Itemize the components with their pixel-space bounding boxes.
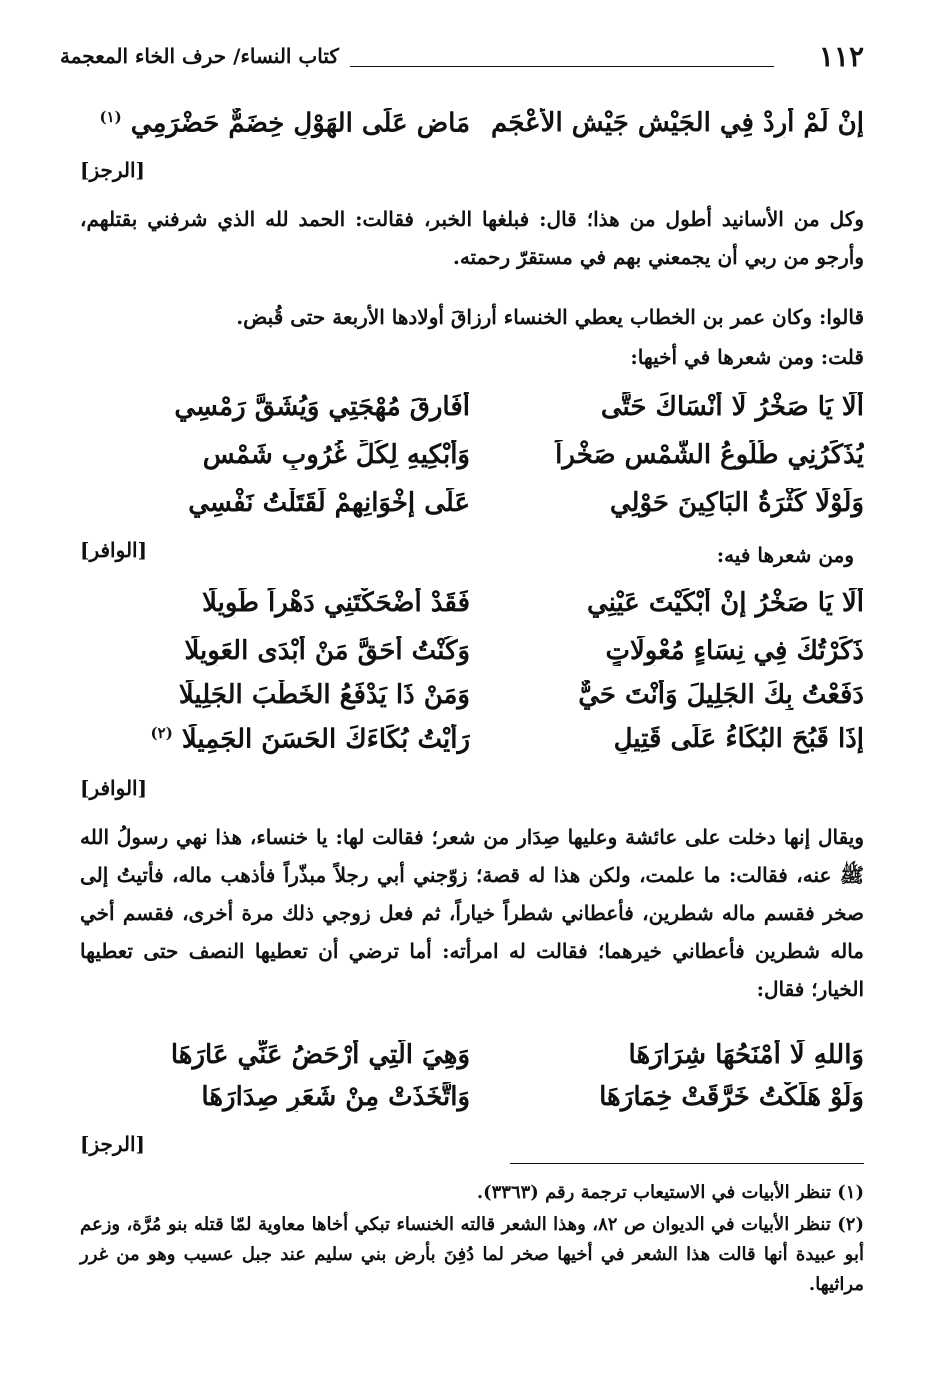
verse-first-hemistich: أَلَا يَا صَخْرُ لَا أَنْسَاكَ حَتَّى xyxy=(600,392,864,422)
meter-label: [الوافر] xyxy=(80,538,148,562)
footnote: (١) تنظر الأبيات في الاستيعاب ترجمة رقم (٣٣٦٣). xyxy=(476,1182,864,1203)
paragraph: ومن شعرها فيه: xyxy=(716,543,854,567)
verse-first-hemistich: وَلَوْلَا كَثْرَةُ البَاكِينَ حَوْلِي xyxy=(609,488,864,518)
verse-second-hemistich: وَاتَّخَذَتْ مِنْ شَعَرٍ صِدَارَهَا xyxy=(201,1082,470,1112)
verse-line xyxy=(80,588,864,636)
verse-line xyxy=(80,440,864,488)
meter-label: [الرجز] xyxy=(80,158,146,182)
footnote: (٢) تنظر الأبيات في الديوان ص ٨٢، وهذا الشعر قالته الخنساء تبكي أخاها معاوية لمّا قتله بنو مُرَّة، وزعم أبو عبيدة أنها قالت هذا الشعر في أخيها صخر لما دُفِنَ بأرض بني سليم عند جبل عسيب وهو من غرر مراثيها. xyxy=(80,1214,864,1295)
footnote-ref: (٢) xyxy=(150,724,173,742)
paragraph: ويقال إنها دخلت على عائشة وعليها صِدَار من شعر؛ فقالت لها: يا خنساء، هذا نهي رسولُ الله ﷺ عنه، فقالت: ما علمت، ولكن هذا له قصة؛ زوّجني أبي رجلاً مبذّراً فأذهب ماله، فأتيتُ إلى صخر فقسم ماله شطرين، فأعطاني شطراً خياراً، ثم فعل زوجي ذلك مرة أخرى، فقسم أخي ماله شطرين فأعطاني خيرهما؛ فقالت له امرأته: أما ترضي أن تعطيها النصف حتى تعطيها الخيار؛ فقال: xyxy=(80,825,864,1001)
header-rule xyxy=(350,66,774,67)
verse-first-hemistich: أَلَا يَا صَخْرُ إِنْ أَبْكَيْتَ عَيْنِي xyxy=(586,588,864,618)
page-header xyxy=(60,40,864,80)
verse-second-hemistich: وَأَبْكِيهِ لِكُلِّ غُرُوبِ شَمْسِ xyxy=(202,440,470,470)
meter-label: [الوافر] xyxy=(80,776,148,800)
verse-first-hemistich: دَفَعْتُ بِكَ الجَلِيلَ وَأَنْتَ حَيٌّ xyxy=(578,680,864,710)
paragraph: وكل من الأسانيد أطول من هذا؛ قال: فبلغها الخبر، فقالت: الحمد لله الذي شرفني بقتلهم، وأرجو من ربي أن يجمعني بهم في مستقرّ رحمته. xyxy=(80,207,864,269)
verse-first-hemistich: ذَكَرْتُكَ فِي نِسَاءٍ مُعْوِلَاتٍ xyxy=(605,636,864,666)
meter-label: [الرجز] xyxy=(80,1132,146,1156)
verse-line xyxy=(80,1040,864,1088)
verse-line xyxy=(80,680,864,728)
verse-line xyxy=(80,392,864,440)
verse-first-hemistich: وَلَوْ هَلَكْتُ خَرَّقَتْ خِمَارَهَا xyxy=(599,1082,864,1112)
verse-first-hemistich: يُذَكِّرُنِي طُلُوعُ الشَّمْسِ صَخْراً xyxy=(555,440,864,470)
paragraph: قلت: ومن شعرها في أخيها: xyxy=(630,345,864,369)
verse-line xyxy=(80,488,864,536)
verse-line xyxy=(80,1082,864,1130)
verse-first-hemistich: وَاللهِ لَا أَمْنَحُهَا شِرَارَهَا xyxy=(628,1040,864,1070)
paragraph: قالوا: وكان عمر بن الخطاب يعطي الخنساء أرزاقَ أولادها الأربعة حتى قُبض. xyxy=(236,305,864,329)
running-title: كتاب النساء/ حرف الخاء المعجمة xyxy=(60,44,339,68)
verse-second-text: مَاضٍ عَلَى الهَوْلِ خِضَمٌّ حَضْرَمِي xyxy=(130,108,470,139)
verse-first-hemistich: إِذَا قَبُحَ البُكَاءُ عَلَى قَتِيلٍ xyxy=(613,724,864,754)
verse-line xyxy=(80,636,864,684)
verse-second-hemistich: وَمَنْ ذَا يَدْفَعُ الخَطْبَ الجَلِيلَا xyxy=(178,680,470,710)
verse-second-hemistich: عَلَى إِخْوَانِهِمْ لَقَتَلْتُ نَفْسِي xyxy=(188,488,470,518)
verse-second-hemistich xyxy=(80,724,470,755)
verse-second-hemistich: وَكُنْتُ أَحَقَّ مَنْ أَبْدَى العَوِيلَا xyxy=(184,636,470,666)
verse-second-hemistich xyxy=(80,108,470,139)
verse-second-hemistich: فَقَدْ أَضْحَكْتَنِي دَهْراً طَوِيلَا xyxy=(202,588,470,618)
verse-second-text: رَأَيْتُ بُكَاءَكَ الحَسَنَ الجَمِيلَا xyxy=(181,724,470,755)
footnote-rule xyxy=(510,1163,864,1164)
verse-second-hemistich: وَهِيَ الَّتِي أَرْحَضُ عَنِّي عَارَهَا xyxy=(170,1040,470,1070)
footnote-ref: (١) xyxy=(99,108,122,126)
verse-line xyxy=(80,108,864,156)
verse-line xyxy=(80,724,864,772)
verse-second-hemistich: أُفَارِقَ مُهْجَتِي وَيُشَقَّ رَمْسِي xyxy=(174,392,470,422)
verse-first-hemistich: إِنْ لَمْ أُرِدْ فِي الجَيْشِ جَيْشِ الأَعْجَمِ xyxy=(491,108,864,138)
page-number: ١١٢ xyxy=(818,40,864,73)
